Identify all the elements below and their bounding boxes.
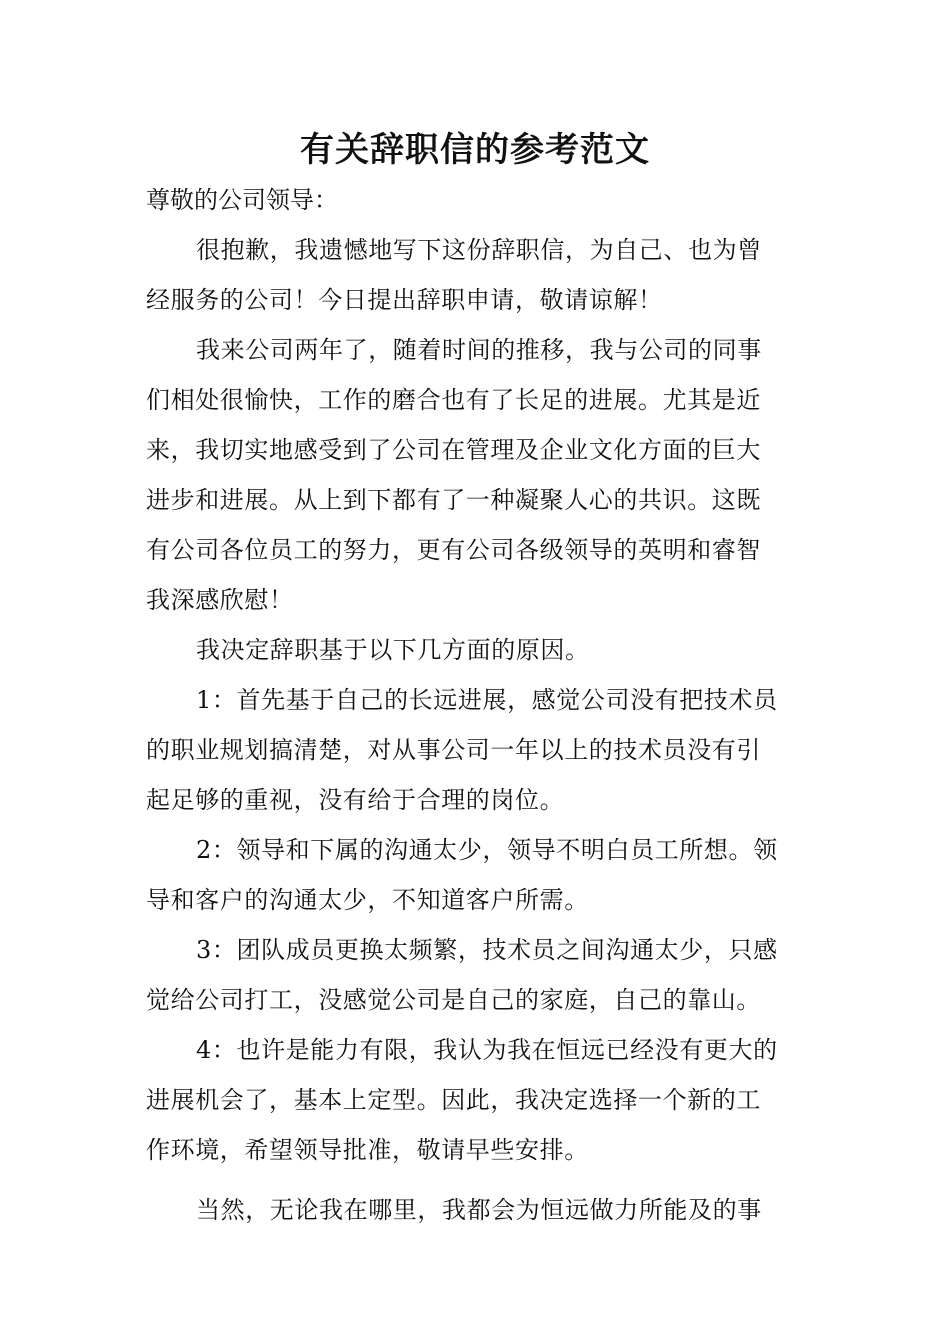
paragraph-line: 1：首先基于自己的长远进展，感觉公司没有把技术员: [196, 686, 778, 714]
paragraph-line: 我深感欣慰！: [146, 586, 294, 614]
paragraph-line: 导和客户的沟通太少，不知道客户所需。: [146, 886, 589, 914]
paragraph-line: 的职业规划搞清楚，对从事公司一年以上的技术员没有引: [146, 736, 761, 764]
paragraph-line: 我来公司两年了，随着时间的推移，我与公司的同事: [196, 336, 762, 364]
paragraph-line: 进展机会了，基本上定型。因此，我决定选择一个新的工: [146, 1086, 761, 1114]
paragraph-line: 觉给公司打工，没感觉公司是自己的家庭，自己的靠山。: [146, 986, 761, 1014]
paragraph-line: 起足够的重视，没有给于合理的岗位。: [146, 786, 565, 814]
paragraph-line: 我决定辞职基于以下几方面的原因。: [196, 636, 590, 664]
document-title: 有关辞职信的参考范文: [300, 130, 650, 170]
paragraph-line: 2：领导和下属的沟通太少，领导不明白员工所想。领: [196, 836, 778, 864]
paragraph-line: 们相处很愉快，工作的磨合也有了长足的进展。尤其是近: [146, 386, 761, 414]
paragraph-line: 很抱歉，我遗憾地写下这份辞职信，为自己、也为曾: [196, 236, 762, 264]
salutation: 尊敬的公司领导：: [146, 186, 338, 214]
paragraph-line: 来，我切实地感受到了公司在管理及企业文化方面的巨大: [146, 436, 761, 464]
paragraph-line: 进步和进展。从上到下都有了一种凝聚人心的共识。这既: [146, 486, 761, 514]
paragraph-line: 经服务的公司！今日提出辞职申请，敬请谅解！: [146, 286, 663, 314]
paragraph-line: 3：团队成员更换太频繁，技术员之间沟通太少，只感: [196, 936, 778, 964]
paragraph-line: 作环境，希望领导批准，敬请早些安排。: [146, 1136, 589, 1164]
paragraph-line: 4：也许是能力有限，我认为我在恒远已经没有更大的: [196, 1036, 778, 1064]
paragraph-line: 当然，无论我在哪里，我都会为恒远做力所能及的事: [196, 1196, 762, 1224]
paragraph-line: 有公司各位员工的努力，更有公司各级领导的英明和睿智: [146, 536, 761, 564]
